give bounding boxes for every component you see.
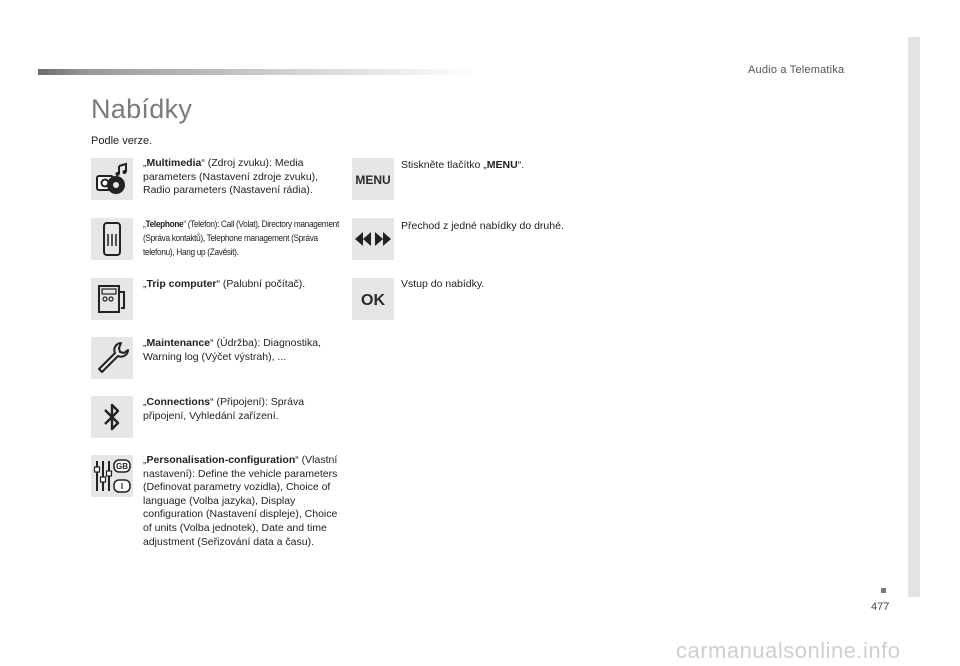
wrench-icon <box>91 337 133 379</box>
menu-item-maintenance <box>143 337 338 364</box>
menu-item-description: “ (Vlastní nastavení): Define the vehicle parameters (Definovat parametry vozidla), Choice of language (Volba jazyka), Display configuration (Nastavení displeje), Choice of units (Volba jednotek), Date and time adjustment (Seřizování data a času). <box>143 454 338 548</box>
control-text-end: “. <box>517 159 525 171</box>
control-text: Stiskněte tlačítko „ <box>401 159 487 171</box>
quote-open: „ <box>143 396 147 408</box>
menu-item-trip-computer <box>143 278 338 292</box>
menu-item-multimedia <box>143 157 338 198</box>
section-label: Audio a Telematika <box>748 64 845 76</box>
menu-button-glyph: MENU <box>355 173 391 187</box>
language-gb-label: GB <box>116 462 128 471</box>
control-keyword: MENU <box>486 159 518 171</box>
menu-item-name: Telephone <box>145 219 184 229</box>
page-title: Nabídky <box>91 94 193 124</box>
menu-item-telephone <box>143 217 341 259</box>
control-menu <box>401 159 621 173</box>
header-rule <box>38 69 478 75</box>
quote-open: „ <box>143 157 147 169</box>
page-edge-band <box>908 37 920 597</box>
menu-item-name: Connections <box>146 396 211 408</box>
ok-button-icon <box>352 278 394 320</box>
control-ok: Vstup do nabídky. <box>401 278 485 290</box>
page-number: 477 <box>871 601 890 613</box>
language-i-label: I <box>120 482 124 491</box>
telephone-icon <box>91 218 133 260</box>
page-marker <box>881 588 886 593</box>
ok-button-glyph: OK <box>361 292 385 309</box>
bluetooth-icon <box>91 396 133 438</box>
quote-open: „ <box>143 278 147 290</box>
page-subtitle: Podle verze. <box>91 135 153 147</box>
menu-item-name: Personalisation-configuration <box>146 454 296 466</box>
menu-item-description: “ (Palubní počítač). <box>216 278 306 290</box>
menu-item-personalisation <box>143 454 343 549</box>
arrows-icon <box>352 218 394 260</box>
menu-item-connections <box>143 396 338 423</box>
menu-item-name: Trip computer <box>146 278 217 290</box>
menu-item-description: “ (Připojení): Správa připojení, Vyhledání zařízení. <box>143 396 305 422</box>
multimedia-icon <box>91 158 133 200</box>
quote-open: „ <box>143 337 147 349</box>
menu-item-name: Maintenance <box>146 337 211 349</box>
menu-item-description: “ (Údržba): Diagnostika, Warning log (Výčet výstrah), ... <box>143 337 321 363</box>
menu-item-description: “ (Zdroj zvuku): Media parameters (Nastavení zdroje zvuku), Radio parameters (Nastavení rádia). <box>143 157 319 197</box>
trip-computer-icon <box>91 278 133 320</box>
menu-button-icon <box>352 158 394 200</box>
menu-item-name: Multimedia <box>146 157 202 169</box>
control-arrows: Přechod z jedné nabídky do druhé. <box>401 220 564 232</box>
quote-open: „ <box>143 219 146 229</box>
menu-item-description: “ (Telefon): Call (Volat), Directory management (Správa kontaktů), Telephone management (Správa telefonu), Hang up (Zavěsit). <box>143 219 339 257</box>
watermark: carmanualsonline.info <box>676 638 901 663</box>
quote-open: „ <box>143 454 147 466</box>
personalisation-icon <box>91 455 133 497</box>
